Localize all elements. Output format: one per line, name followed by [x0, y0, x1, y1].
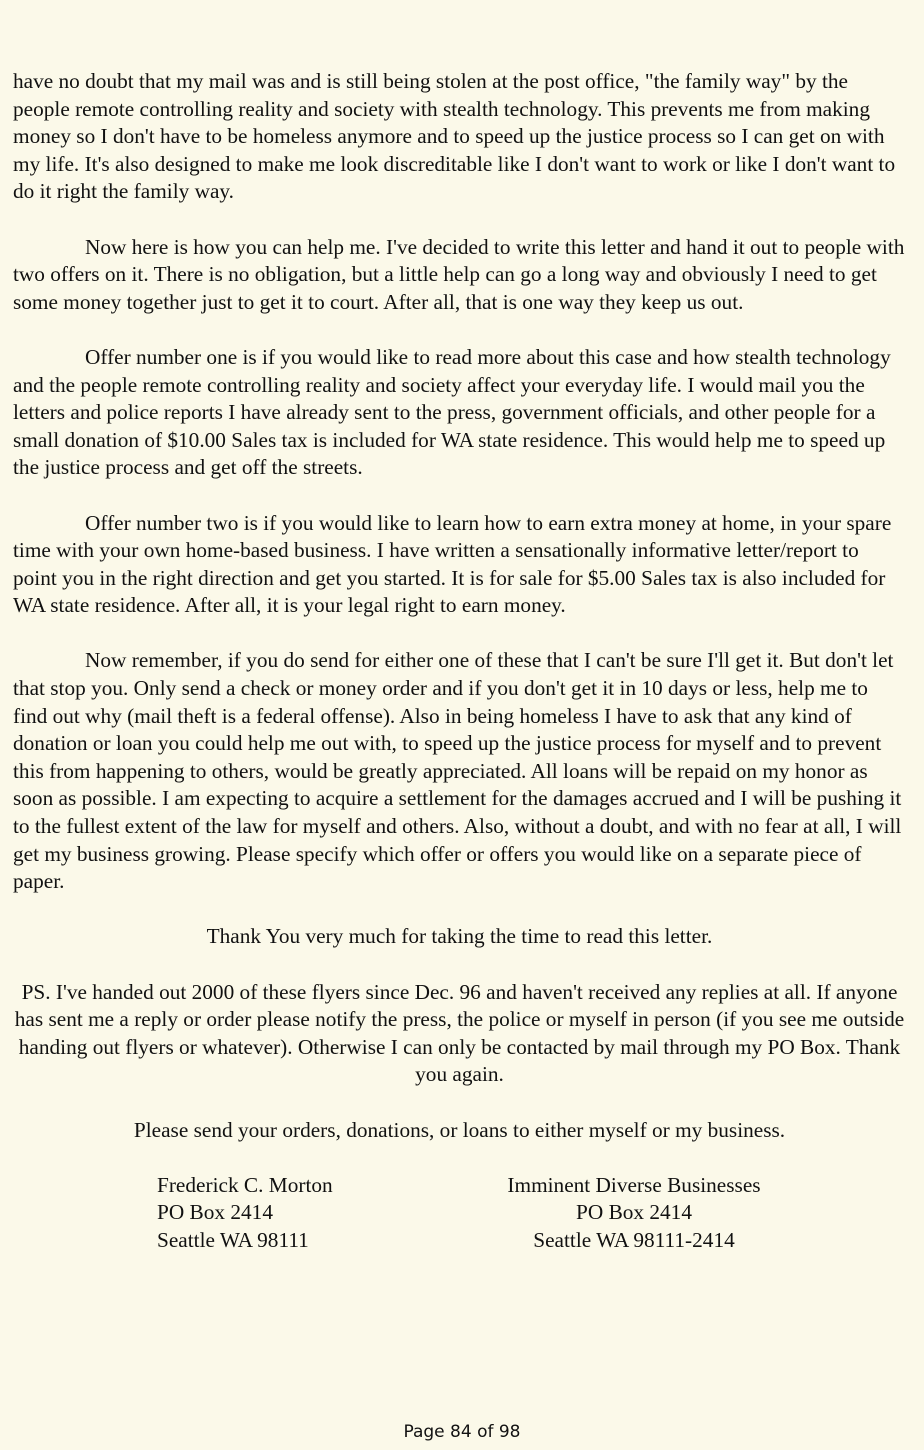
page-indicator: Page 84 of 98: [403, 1422, 521, 1442]
address-city: Seattle WA 98111: [157, 1227, 309, 1252]
address-po-box: PO Box 2414: [576, 1200, 692, 1225]
address-po-box: PO Box 2414: [157, 1200, 273, 1225]
personal-address: [157, 1172, 484, 1255]
letter-body: [13, 68, 906, 1255]
address-name: Frederick C. Morton: [157, 1172, 333, 1197]
paragraph-offer-one: Offer number one is if you would like to read more about this case and how stealth technology and the people remote controlling reality and society affect your everyday life. I would mail you the letters and police reports I have already sent to the press, government officials, and other people for a small donation of $10.00 Sales tax is included for WA state residence. This would help me to speed up the justice process and get off the streets.: [13, 344, 891, 480]
ps-paragraph: PS. I've handed out 2000 of these flyers since Dec. 96 and haven't received any replies at all. If anyone has sent me a reply or order please notify the press, the police or myself in person (if you see me outside handing out flyers or whatever). Otherwise I can only be contacted by mail through my PO Box. Thank you again.: [14, 979, 905, 1087]
thank-you-line: Thank You very much for taking the time to read this letter.: [206, 924, 713, 949]
paragraph-how-to-help: Now here is how you can help me. I've decided to write this letter and hand it out to people with two offers on it. There is no obligation, but a little help can go a long way and obviously I need to get some money together just to get it to court. After all, that is one way they keep us out.: [13, 234, 905, 314]
address-name: Imminent Diverse Businesses: [507, 1172, 761, 1197]
paragraph-mail-stolen: have no doubt that my mail was and is still being stolen at the post office, "the family way" by the people remote controlling reality and society with stealth technology. This prevents me from making money so I don't have to be homeless anymore and to speed up the justice process so I can get on with my life. It's also designed to make me look discreditable like I don't want to work or like I don't want to do it right the family way.: [13, 69, 896, 204]
paragraph-remember: Now remember, if you do send for either one of these that I can't be sure I'll get it. But don't let that stop you. Only send a check or money order and if you don't get it in 10 days or less, help me to find out why (mail theft is a federal offense). Also in being homeless I have to ask that any kind of donation or loan you could help me out with, to speed up the justice process for myself and to prevent this from happening to others, would be greatly appreciated. All loans will be repaid on my honor as soon as possible. I am expecting to acquire a settlement for the damages accrued and I will be pushing it to the fullest extent of the law for myself and others. Also, without a doubt, and with no fear at all, I will get my business growing. Please specify which offer or offers you would like on a separate piece of paper.: [13, 648, 902, 894]
send-orders-line: Please send your orders, donations, or loans to either myself or my business.: [133, 1117, 786, 1142]
business-address: [484, 1172, 784, 1255]
paragraph-offer-two: Offer number two is if you would like to learn how to earn extra money at home, in your spare time with your own home-based business. I have written a sensationally informative letter/report to point you in the right direction and get you started. It is for sale for $5.00 Sales tax is also included for WA state residence. After all, it is your legal right to earn money.: [13, 510, 892, 618]
address-city: Seattle WA 98111-2414: [533, 1227, 735, 1252]
address-block: [13, 1172, 906, 1255]
